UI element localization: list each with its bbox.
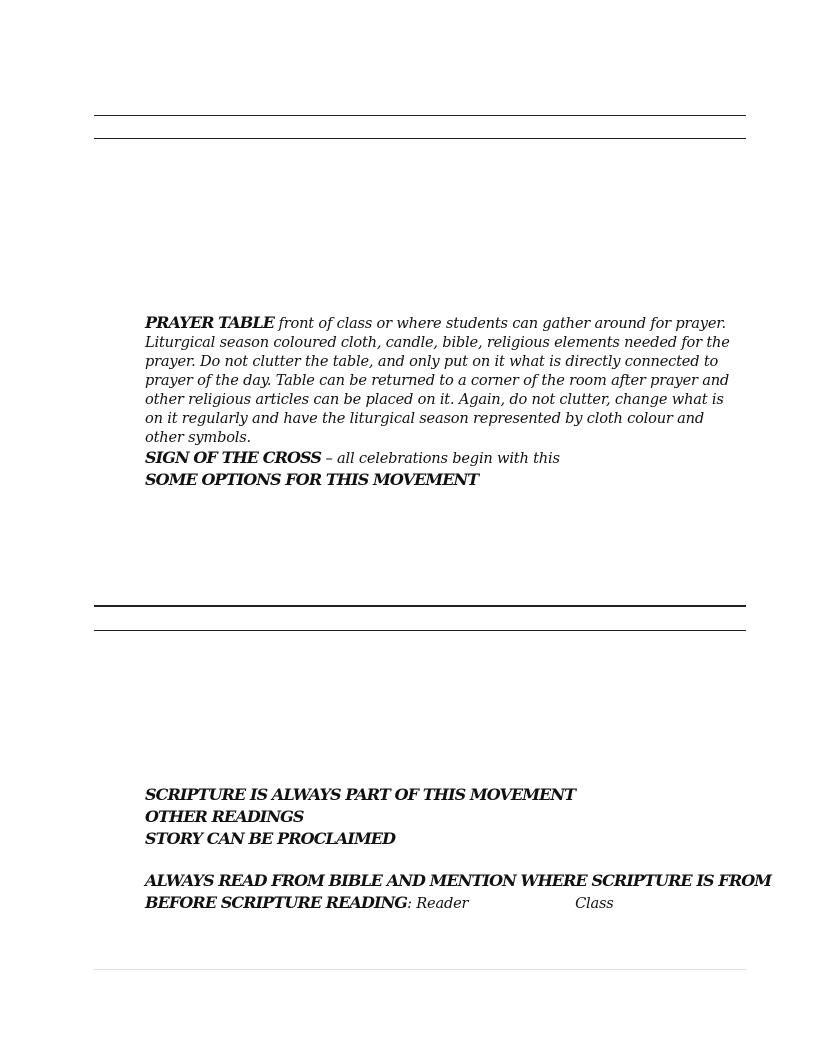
always-read-heading: ALWAYS READ FROM BIBLE AND MENTION WHERE SCRIPTURE IS FROM <box>145 871 772 890</box>
bottom-rule <box>94 969 746 970</box>
options-heading: SOME OPTIONS FOR THIS MOVEMENT <box>145 470 479 489</box>
scripture-heading: SCRIPTURE IS ALWAYS PART OF THIS MOVEMENT <box>145 785 576 804</box>
sign-of-cross-line <box>145 448 560 467</box>
prayer-table-text: front of class or where students can gather around for prayer. Liturgical season coloured cloth, candle, bible, religious elements needed for the prayer. Do not clutter the table, and only put on it what is directly connected to prayer of the day. Table can be returned to a corner of the room after prayer and other religious articles can be placed on it. Again, do not clutter, change what is on it regularly and have the liturgical season represented by cloth colour and other symbols. <box>145 315 730 446</box>
middle-rule-1 <box>94 605 746 607</box>
reader-label: : Reader <box>407 895 469 912</box>
sign-of-cross-heading: SIGN OF THE CROSS <box>145 448 321 467</box>
top-rule-1 <box>94 115 746 116</box>
before-scripture-heading: BEFORE SCRIPTURE READING <box>145 893 408 912</box>
story-heading: STORY CAN BE PROCLAIMED <box>145 829 396 848</box>
middle-rule-2 <box>94 630 746 631</box>
other-readings-heading: OTHER READINGS <box>145 807 304 826</box>
prayer-table-heading: PRAYER TABLE <box>145 313 275 332</box>
top-rule-2 <box>94 138 746 139</box>
prayer-table-paragraph <box>145 313 743 447</box>
before-scripture-line <box>145 893 614 912</box>
sign-of-cross-text: – all celebrations begin with this <box>325 450 560 467</box>
class-label: Class <box>575 895 614 912</box>
